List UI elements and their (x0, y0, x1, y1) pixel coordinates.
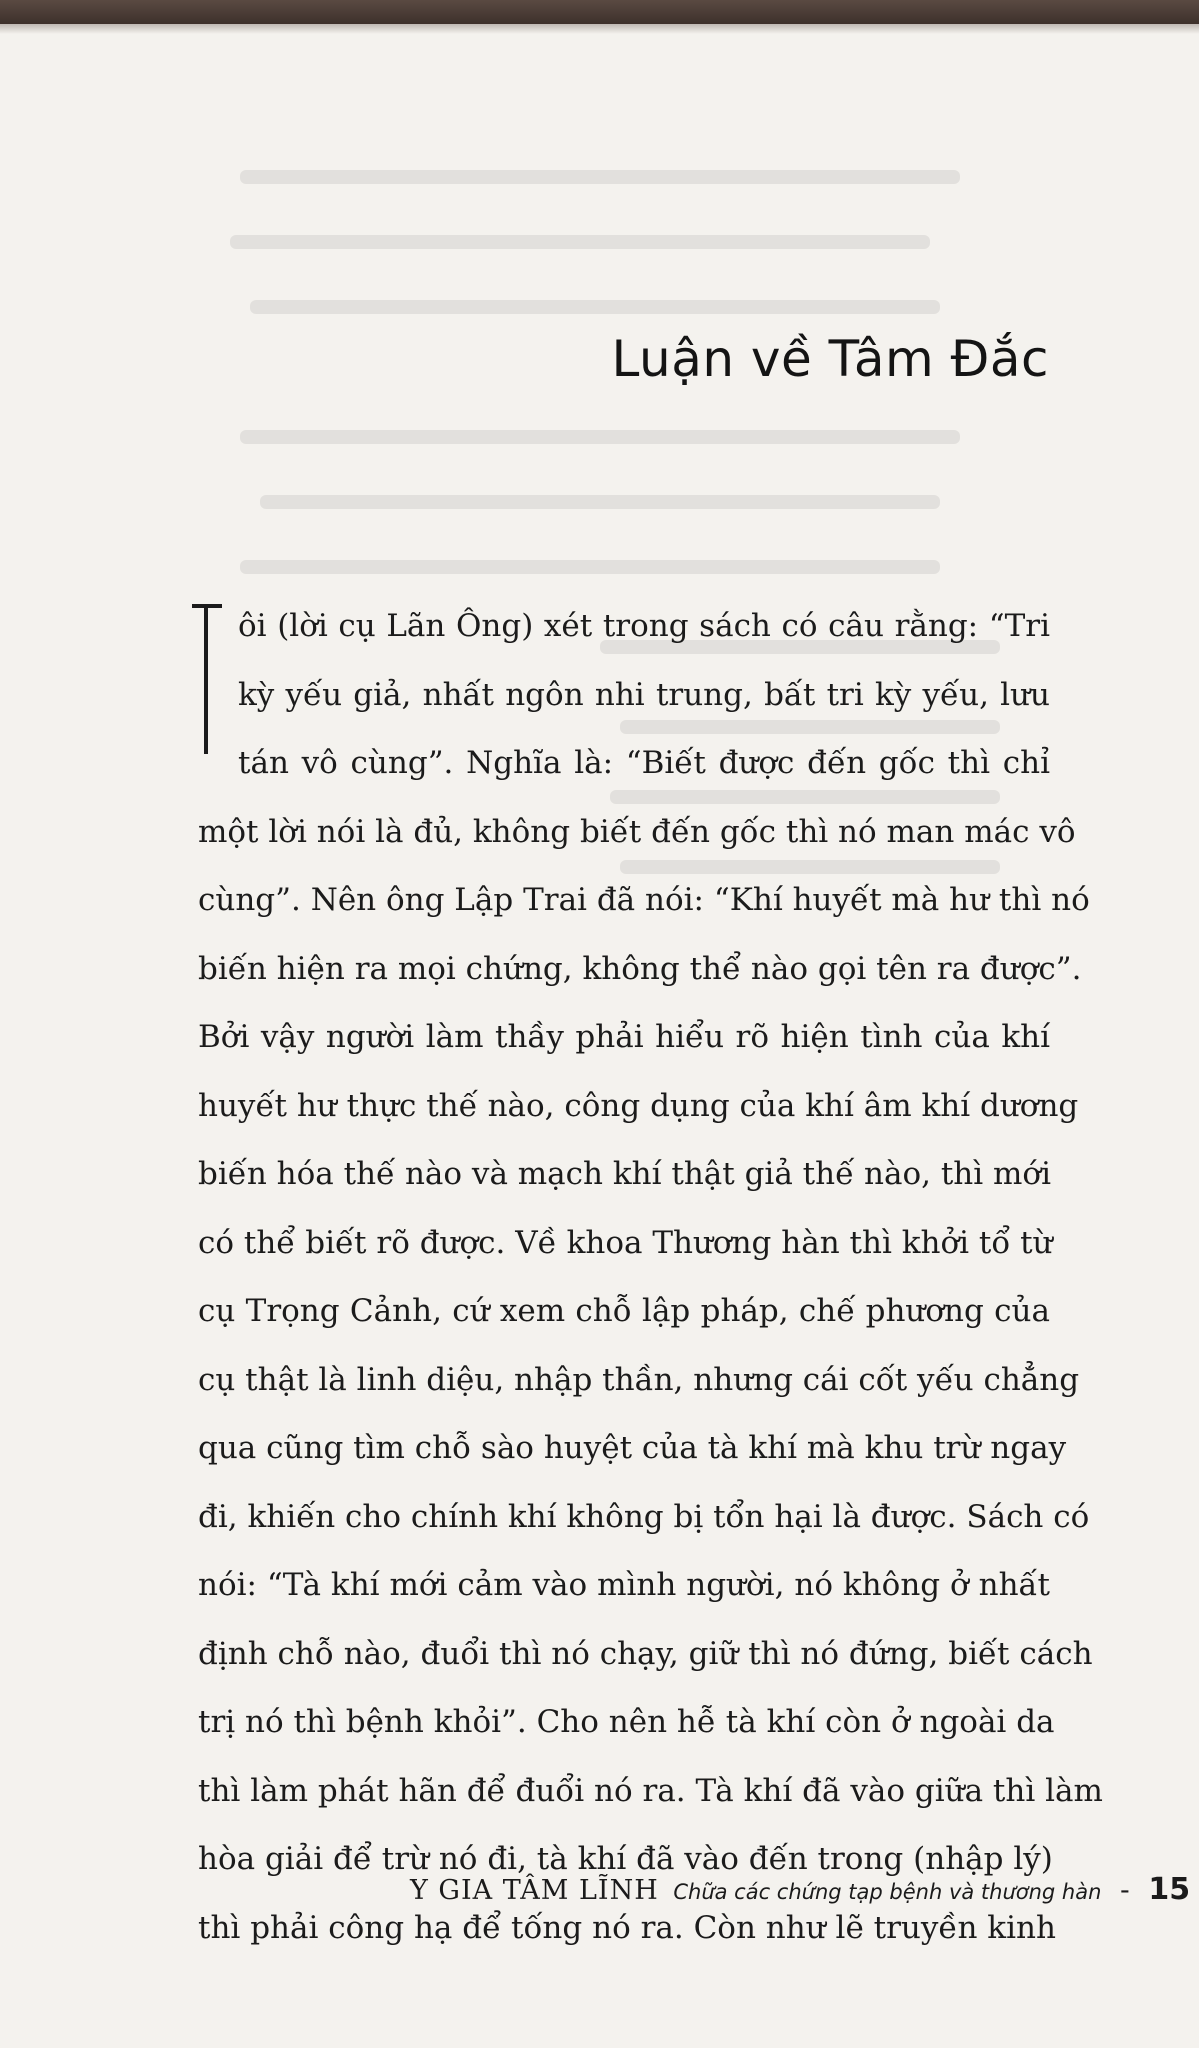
paragraph-line: ôi (lời cụ Lãn Ông) xét trong sách có câu rằng: “Tri (238, 608, 1050, 644)
paragraph-line: tán vô cùng”. Nghĩa là: “Biết được đến gốc thì chỉ (238, 745, 1050, 781)
running-footer (410, 1872, 1190, 1907)
page-top-shadow-fade (0, 24, 1199, 34)
paragraph-line: một lời nói là đủ, không biết đến gốc thì nó man mác vô (198, 813, 1076, 850)
paragraph-line: trị nó thì bệnh khỏi”. Cho nên hễ tà khí còn ở ngoài da (198, 1704, 1055, 1740)
paragraph-line: nói: “Tà khí mới cảm vào mình người, nó không ở nhất (198, 1567, 1050, 1603)
chapter-title: Luận về Tâm Đắc (611, 330, 1049, 388)
paragraph-line: cụ Trọng Cảnh, cứ xem chỗ lập pháp, chế phương của (198, 1293, 1050, 1329)
paragraph-line: thì làm phát hãn để đuổi nó ra. Tà khí đã vào giữa thì làm (198, 1772, 1103, 1809)
paragraph-line: đi, khiến cho chính khí không bị tổn hại là được. Sách có (198, 1498, 1090, 1535)
body-paragraph (198, 592, 1103, 1962)
page-top-shadow (0, 0, 1199, 24)
paragraph-line: qua cũng tìm chỗ sào huyệt của tà khí mà khu trừ ngay (198, 1430, 1067, 1466)
paragraph-line: kỳ yếu giả, nhất ngôn nhi trung, bất tri kỳ yếu, lưu (238, 676, 1050, 713)
paragraph-line: có thể biết rõ được. Về khoa Thương hàn thì khởi tổ từ (198, 1224, 1053, 1261)
footer-book-title: Y GIA TÂM LĨNH (410, 1875, 659, 1906)
footer-separator: - (1120, 1875, 1130, 1906)
paragraph-line: hòa giải để trừ nó đi, tà khí đã vào đến trong (nhập lý) (198, 1841, 1053, 1877)
paragraph-line: biến hiện ra mọi chứng, không thể nào gọi tên ra được”. (198, 950, 1082, 987)
footer-subtitle: Chữa các chứng tạp bệnh và thương hàn (673, 1880, 1102, 1904)
paragraph-line: huyết hư thực thế nào, công dụng của khí âm khí dương (198, 1087, 1079, 1124)
page-number: 15 (1148, 1872, 1191, 1907)
paragraph-line: Bởi vậy người làm thầy phải hiểu rõ hiện tình của khí (198, 1019, 1050, 1055)
paragraph-line: cùng”. Nên ông Lập Trai đã nói: “Khí huyết mà hư thì nó (198, 882, 1090, 918)
paragraph-line: biến hóa thế nào và mạch khí thật giả thế nào, thì mới (198, 1156, 1051, 1192)
paragraph-line: định chỗ nào, đuổi thì nó chạy, giữ thì nó đứng, biết cách (198, 1635, 1093, 1672)
paragraph-line: thì phải công hạ để tống nó ra. Còn như lẽ truyền kinh (198, 1909, 1056, 1946)
paragraph-line: cụ thật là linh diệu, nhập thần, nhưng cái cốt yếu chẳng (198, 1361, 1080, 1398)
